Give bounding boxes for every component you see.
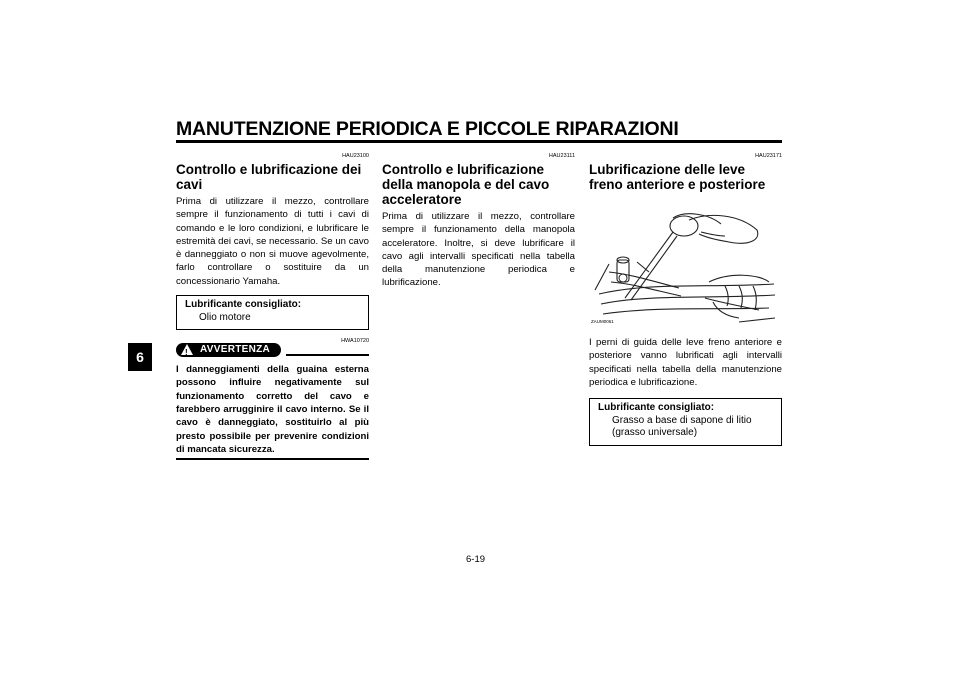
lubricant-label: Lubrificante consigliato:: [185, 299, 302, 311]
warning-rule: [286, 354, 369, 356]
section-body: Prima di utilizzare il mezzo, controllare sempre il funzionamento di tutti i cavi di comando e le loro condizioni, e lubrificare le estremità dei cavi, se necessario. Se un cavo è danneggiato o non si muove agevolmente, farlo controllare o sostituire da un concessionario Yamaha.: [176, 196, 369, 287]
lubricant-box: [176, 295, 369, 330]
section-heading: Lubrificazione delle leve freno anteriore e posteriore: [589, 162, 766, 192]
page-title: MANUTENZIONE PERIODICA E PICCOLE RIPARAZIONI: [176, 118, 679, 140]
lubricant-value: Olio motore: [199, 311, 251, 323]
warning-label: AVVERTENZA: [200, 344, 271, 356]
lever-lubrication-illustration: [589, 202, 782, 330]
section-brake-levers: [589, 153, 782, 446]
warning-text: I danneggiamenti della guaina esterna possono influire negativamente sul funzionamento corretto del cavo e farebbero arrugginire il cavo interno. Se il cavo è danneggiato, sostituirlo al più presto possibile per prevenire condizioni di mancata sicurezza.: [176, 364, 369, 455]
warning-header: [176, 342, 369, 360]
figure-code: ZAUM0061: [591, 319, 614, 324]
lubricant-value-line1: Grasso a base di sapone di litio: [612, 414, 752, 426]
section-code: HAU23171: [755, 153, 782, 159]
section-throttle: [382, 153, 575, 290]
section-code: HAU23100: [342, 153, 369, 159]
section-code: HAU23111: [548, 153, 575, 159]
illustration-svg: [589, 202, 782, 330]
lubricant-value-line2: (grasso universale): [612, 427, 698, 439]
warning-bottom-rule: [176, 458, 369, 460]
section-cables: [176, 153, 369, 460]
page-number: 6-19: [466, 554, 486, 565]
section-body: Prima di utilizzare il mezzo, controllare sempre il funzionamento della manopola acceleratore. Inoltre, si deve lubrificare il cavo agli intervalli specificati nella tabella della manutenzione periodica e lubrificazione.: [382, 211, 575, 289]
section-heading: Controllo e lubrificazione dei cavi: [176, 162, 362, 192]
warning-code: HWA10720: [341, 338, 369, 345]
lubricant-label: Lubrificante consigliato:: [598, 402, 715, 414]
section-body: I perni di guida delle leve freno anteriore e posteriore vanno lubrificati agli intervalli specificati nella tabella della manutenzione periodica e lubrificazione.: [589, 337, 782, 388]
warning-badge: ! AVVERTENZA: [176, 343, 281, 357]
lubricant-box: [589, 398, 782, 446]
section-heading: Controllo e lubrificazione della manopola e del cavo acceleratore: [382, 162, 550, 207]
title-rule: [176, 140, 782, 143]
chapter-tab: 6: [128, 343, 152, 371]
